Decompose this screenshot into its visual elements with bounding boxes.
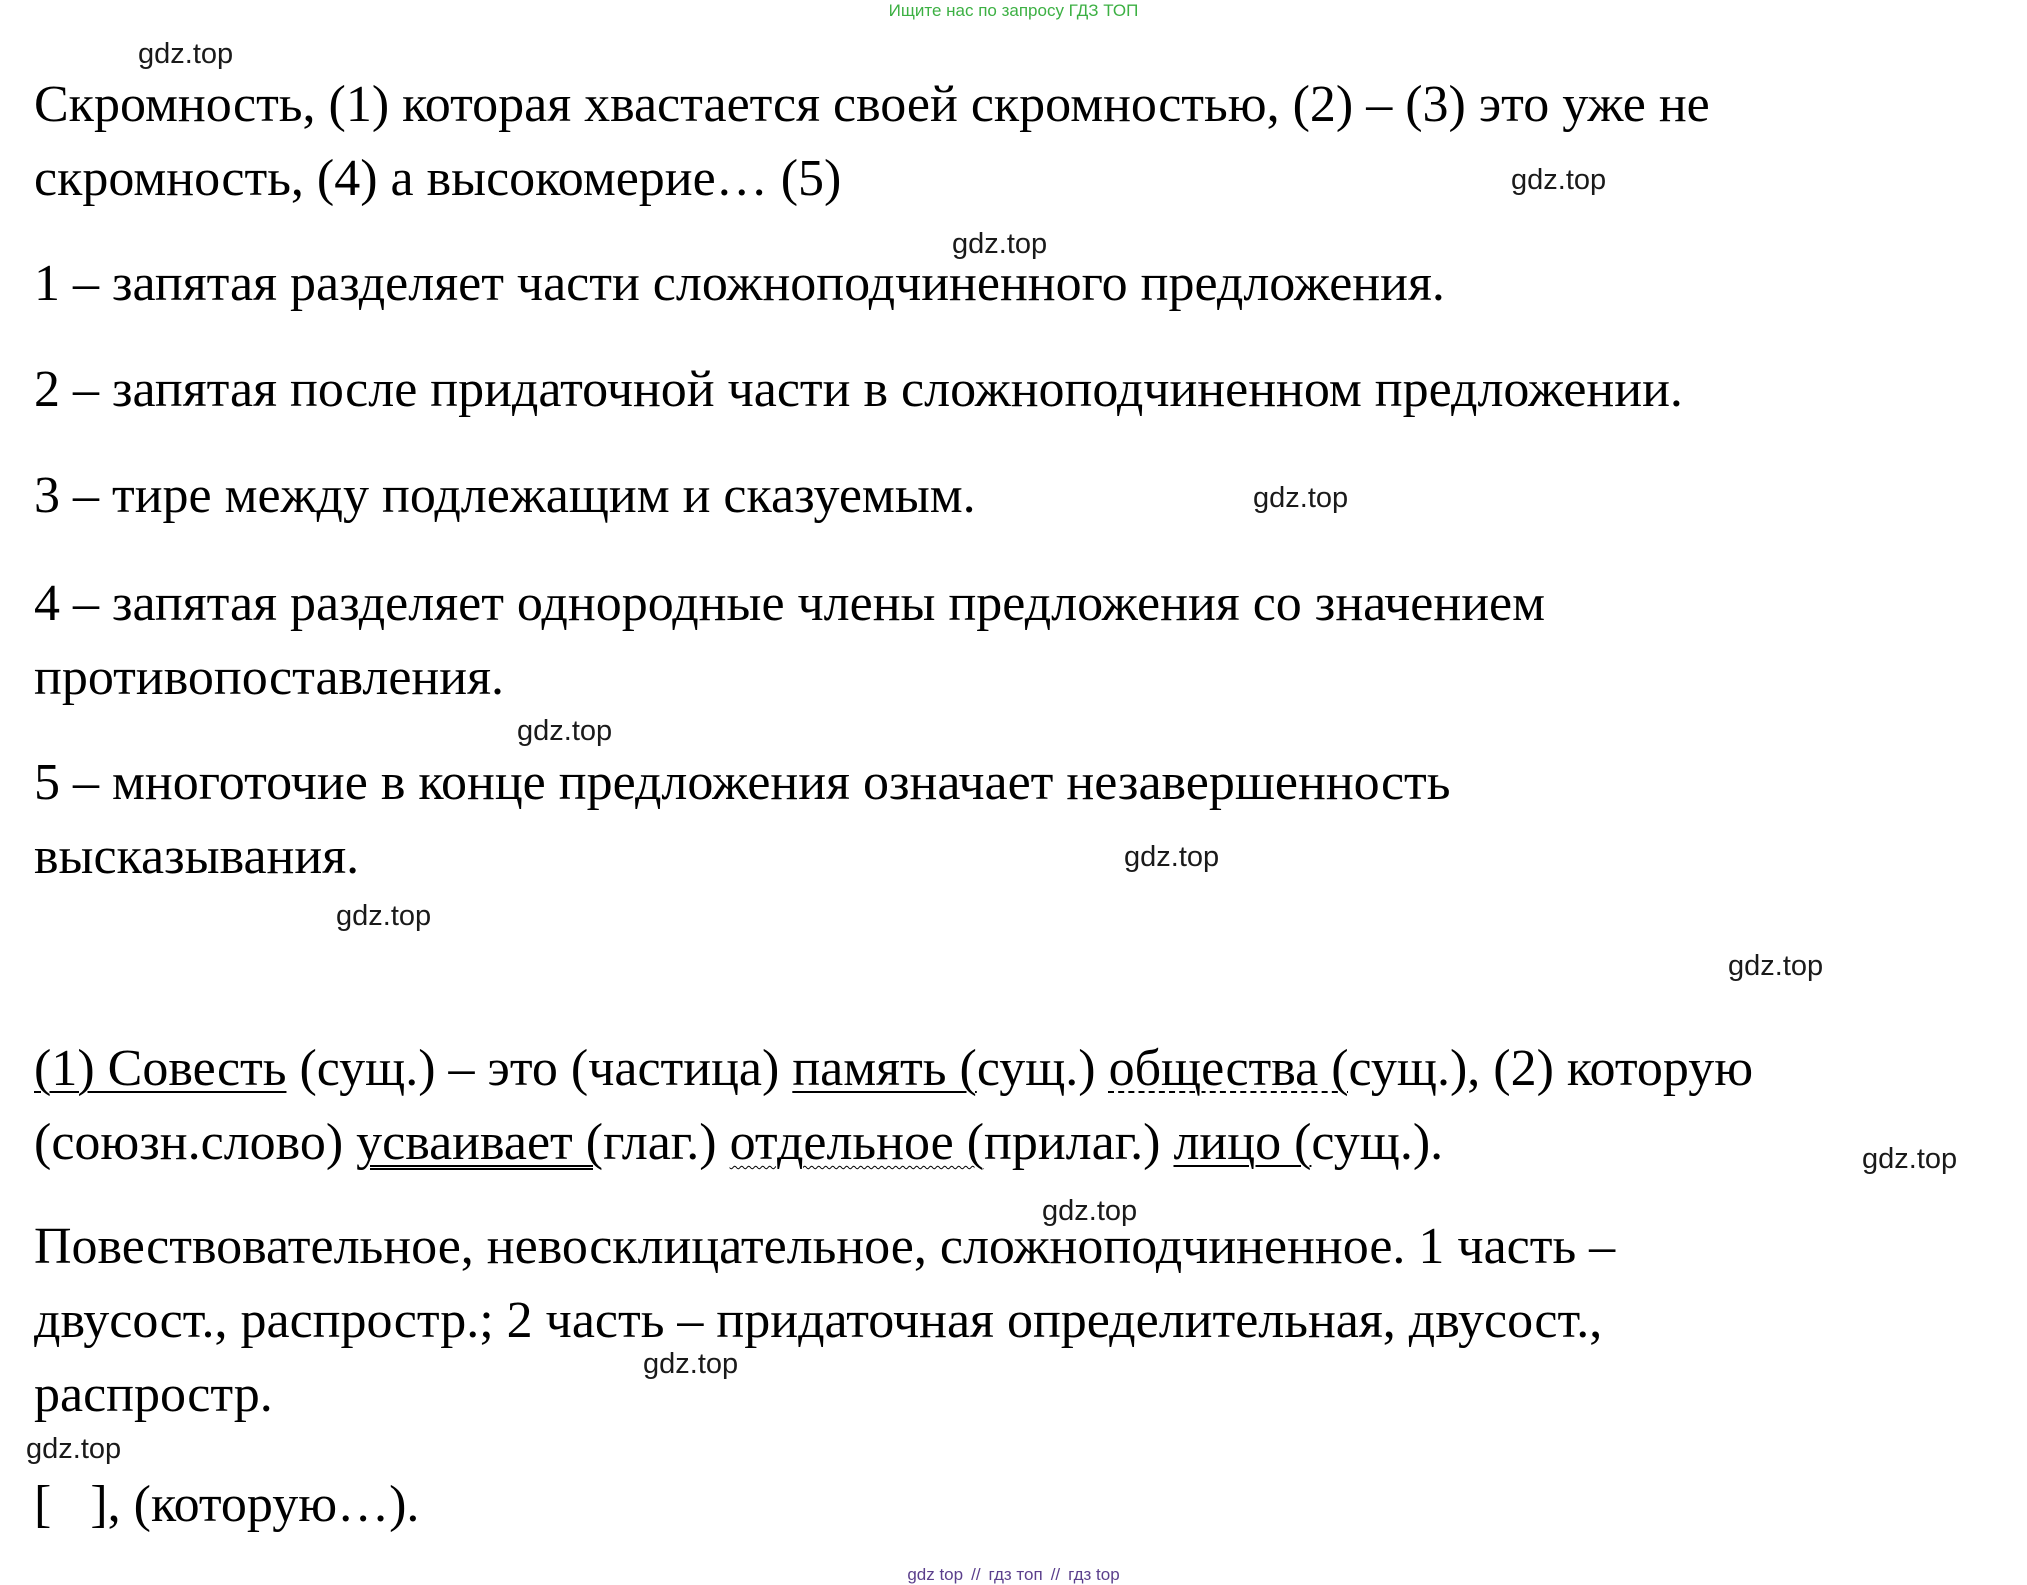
explanation-5 bbox=[34, 746, 1450, 894]
watermark: gdz.top bbox=[643, 1348, 739, 1380]
subject-word-2: лицо ( bbox=[1173, 1114, 1312, 1171]
explanation-4 bbox=[34, 567, 1545, 715]
analysis-text: (сущ.) – это (частица) bbox=[286, 1040, 793, 1097]
footer-separator: // bbox=[971, 1565, 981, 1584]
sentence-scheme: [ ], (которую…). bbox=[34, 1476, 420, 1533]
watermark: gdz.top bbox=[517, 715, 613, 747]
explanation-line: 1 – запятая разделяет части сложноподчиненного предложения. bbox=[34, 255, 1445, 312]
footer-link[interactable]: гдз топ bbox=[988, 1565, 1043, 1584]
characteristic-line: двусост., распростр.; 2 часть – придаточная определительная, двусост., bbox=[34, 1292, 1603, 1349]
watermark: gdz.top bbox=[1511, 164, 1607, 196]
analysis-line bbox=[34, 1032, 1753, 1106]
analysis-text: сущ.), (2) которую bbox=[1348, 1040, 1754, 1097]
watermark: gdz.top bbox=[1862, 1143, 1958, 1175]
analysis-text: (союзн.слово) bbox=[34, 1114, 357, 1171]
explanation-line: 2 – запятая после придаточной части в сложноподчиненном предложении. bbox=[34, 361, 1683, 418]
footer-link[interactable]: гдз top bbox=[1068, 1565, 1120, 1584]
explanation-2 bbox=[34, 353, 1683, 427]
explanation-line: противопоставления. bbox=[34, 649, 505, 706]
analysis-line bbox=[34, 1106, 1753, 1180]
attribute-word: отдельное ( bbox=[729, 1114, 985, 1171]
subject-word: (1) Совесть bbox=[34, 1040, 287, 1097]
watermark: gdz.top bbox=[952, 228, 1048, 260]
footer-links bbox=[0, 1565, 2027, 1585]
analysis-text: прилаг.) bbox=[984, 1114, 1174, 1171]
explanation-line: 3 – тире между подлежащим и сказуемым. bbox=[34, 467, 976, 524]
watermark: gdz.top bbox=[1124, 841, 1220, 873]
characteristic-line: распростр. bbox=[34, 1366, 273, 1423]
verb-word: усваивает ( bbox=[356, 1114, 604, 1171]
watermark: gdz.top bbox=[1253, 482, 1349, 514]
explanation-1 bbox=[34, 247, 1445, 321]
watermark: gdz.top bbox=[138, 38, 234, 70]
object-word: общества ( bbox=[1108, 1040, 1349, 1097]
explanation-3 bbox=[34, 459, 976, 533]
analysis-text: сущ.) bbox=[976, 1040, 1109, 1097]
analysis-text: глаг.) bbox=[603, 1114, 730, 1171]
watermark: gdz.top bbox=[1042, 1195, 1138, 1227]
predicate-noun: память ( bbox=[792, 1040, 977, 1097]
explanation-line: 5 – многоточие в конце предложения означает незавершенность bbox=[34, 754, 1451, 811]
main-sentence-line: Скромность, (1) которая хвастается своей скромностью, (2) – (3) это уже не bbox=[34, 76, 1710, 133]
main-sentence-line: скромность, (4) а высокомерие… (5) bbox=[34, 150, 842, 207]
explanation-line: 4 – запятая разделяет однородные члены предложения со значением bbox=[34, 575, 1546, 632]
footer-link[interactable]: gdz top bbox=[907, 1565, 964, 1584]
watermark: gdz.top bbox=[26, 1433, 122, 1465]
characteristic-line: Повествовательное, невосклицательное, сложноподчиненное. 1 часть – bbox=[34, 1218, 1616, 1275]
watermark: gdz.top bbox=[1728, 950, 1824, 982]
main-sentence bbox=[34, 68, 1710, 216]
syntactic-analysis bbox=[34, 1032, 1753, 1180]
footer-separator: // bbox=[1050, 1565, 1061, 1584]
watermark: gdz.top bbox=[336, 900, 432, 932]
top-banner[interactable]: Ищите нас по запросу ГДЗ ТОП bbox=[888, 1, 1139, 20]
sentence-characteristic bbox=[34, 1210, 1615, 1432]
analysis-text: сущ.). bbox=[1311, 1114, 1444, 1171]
explanation-line: высказывания. bbox=[34, 828, 360, 885]
